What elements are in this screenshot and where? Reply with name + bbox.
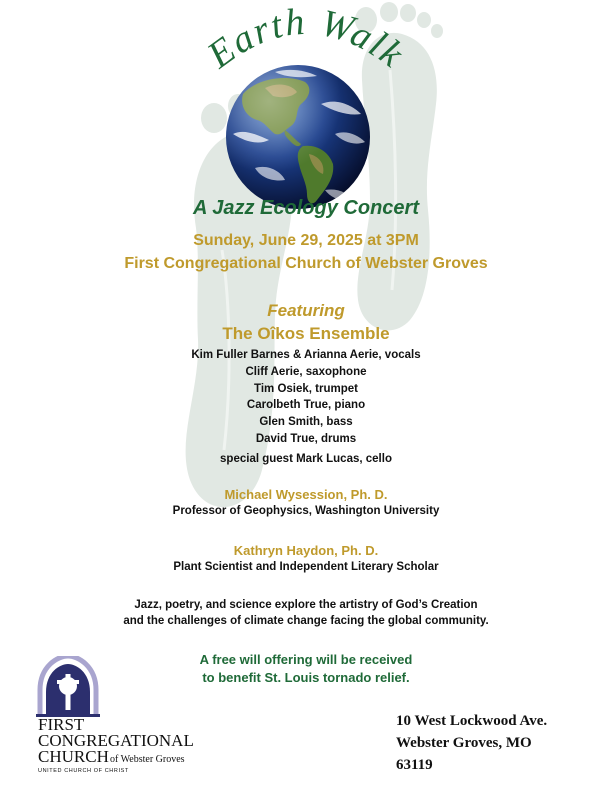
speaker-title: Professor of Geophysics, Washington University [172,505,440,517]
event-date: Sunday, June 29, 2025 at 3PM [193,232,419,249]
special-guest: special guest Mark Lucas, cello [220,452,392,465]
event-subtitle: A Jazz Ecology Concert [193,197,419,219]
address-street: 10 West Lockwood Ave. [396,713,548,729]
performer-item: Carolbeth True, piano [246,399,366,412]
description-line: Jazz, poetry, and science explore the artistry of God’s Creation [134,599,478,611]
logo-line-church: CHURCH [38,747,109,766]
performer-item: Glen Smith, bass [259,416,353,429]
event-description [0,597,612,629]
speaker-name: Kathryn Haydon, Ph. D. [233,543,379,558]
logo-line-first: FIRST [38,715,85,734]
globe-image [225,64,371,210]
speaker-name: Michael Wysession, Ph. D. [224,487,388,502]
speaker-title: Plant Scientist and Independent Literary Scholar [173,561,439,573]
logo-line-ucc: UNITED CHURCH OF CHRIST [38,768,129,774]
event-venue: First Congregational Church of Webster Groves [124,255,488,272]
address-zip: 63119 [396,757,433,773]
church-logo [24,656,224,776]
performer-item: Cliff Aerie, saxophone [245,365,367,378]
performer-item: Kim Fuller Barnes & Arianna Aerie, vocals [191,349,421,361]
performer-list [0,347,612,468]
svg-text:Earth Walk: Earth Walk [200,0,413,77]
church-address [396,710,606,776]
featuring-heading: Featuring [267,301,345,320]
ensemble-name: The Oîkos Ensemble [222,324,390,343]
offering-line: to benefit St. Louis tornado relief. [202,670,410,685]
logo-line-congregational: CONGREGATIONAL [38,731,194,750]
logo-line-location: of Webster Groves [110,754,185,765]
performer-item: David True, drums [255,432,357,445]
performer-item: Tim Osiek, trumpet [254,382,358,395]
address-city: Webster Groves, MO [396,735,532,751]
offering-line: A free will offering will be received [199,652,413,667]
description-line: and the challenges of climate change facing the global community. [123,615,489,627]
